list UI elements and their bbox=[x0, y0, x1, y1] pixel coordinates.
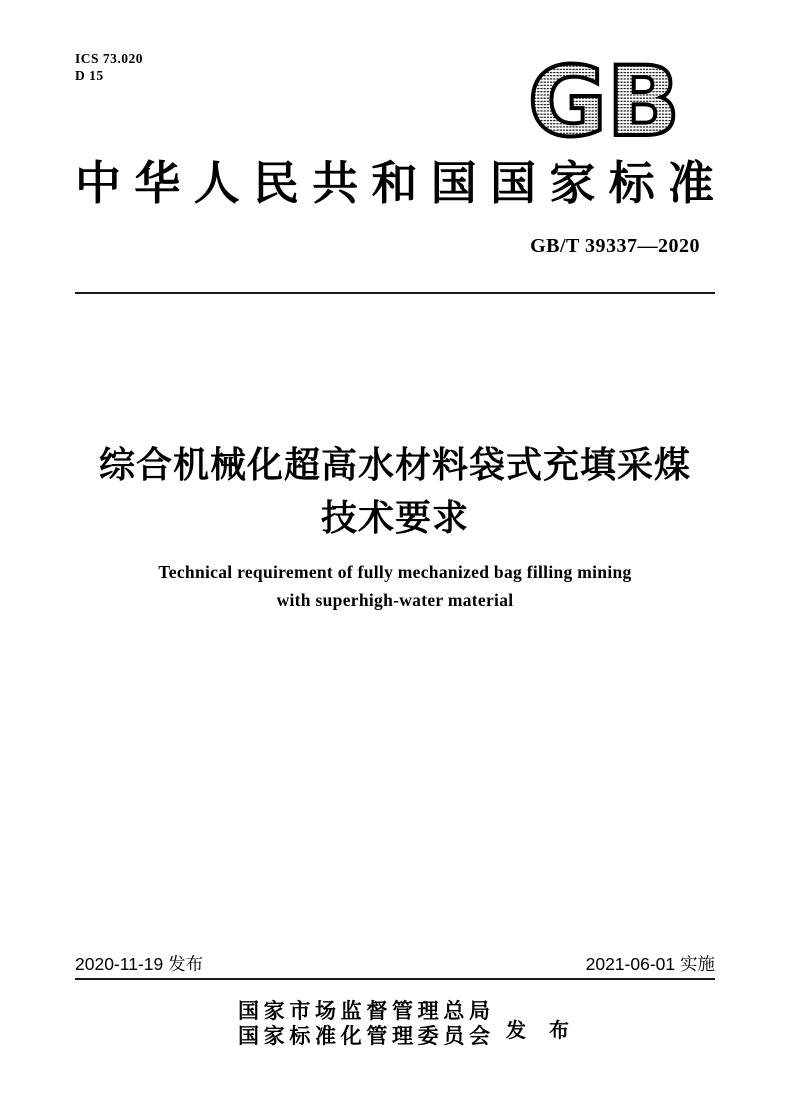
national-standard-heading: 中华人民共和国国家标准 bbox=[75, 158, 715, 209]
top-divider bbox=[75, 292, 715, 294]
publish-label: 发 布 bbox=[506, 1020, 578, 1042]
bottom-divider bbox=[75, 978, 715, 980]
gb-logo-text: GB bbox=[528, 55, 680, 143]
standard-title-zh bbox=[0, 438, 790, 544]
publisher-line2: 国家标准化管理委员会 bbox=[238, 1024, 490, 1048]
standard-title-en-line1: Technical requirement of fully mechanized bag filling mining bbox=[158, 562, 632, 582]
ics-code: ICS 73.020 bbox=[75, 51, 144, 66]
publisher-line1: 国家市场监督管理总局 bbox=[238, 999, 490, 1023]
issue-date: 2020-11-19 发布 bbox=[75, 954, 204, 974]
gb-logo-icon bbox=[518, 55, 690, 148]
doc-class-code: D 15 bbox=[75, 68, 104, 83]
standard-title-zh-line1: 综合机械化超高水材料袋式充填采煤 bbox=[98, 444, 691, 485]
publisher-block bbox=[238, 999, 490, 1049]
implementation-date: 2021-06-01 实施 bbox=[585, 954, 715, 974]
standard-title-en bbox=[0, 558, 790, 614]
date-row bbox=[75, 951, 715, 976]
ics-classification bbox=[75, 50, 143, 84]
standard-title-en-line2: with superhigh-water material bbox=[276, 590, 514, 610]
standard-number: GB/T 39337—2020 bbox=[530, 235, 700, 257]
standard-title-zh-line2: 技术要求 bbox=[320, 497, 469, 538]
